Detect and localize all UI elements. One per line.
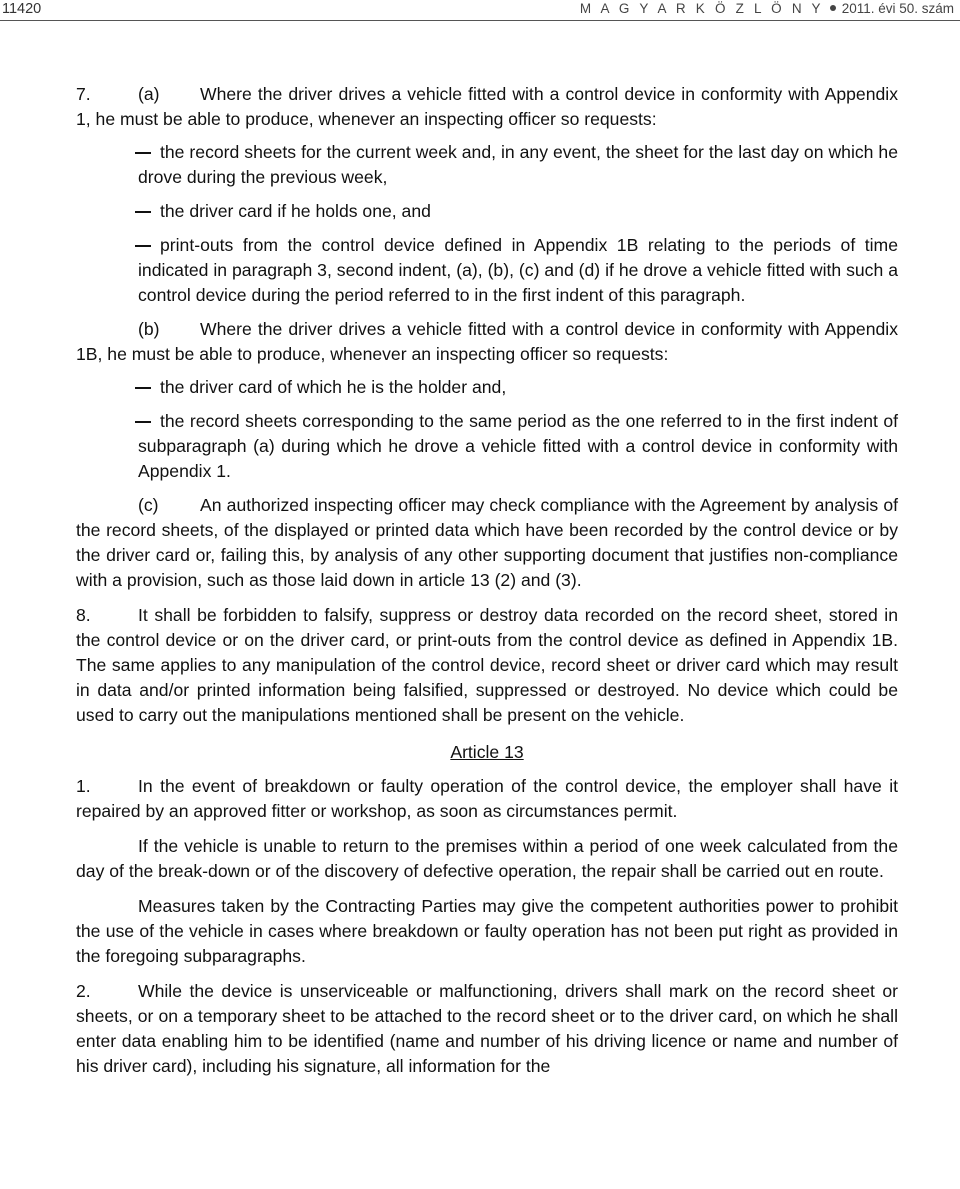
paragraph-7c — [76, 493, 898, 593]
paragraph-number: 8. — [76, 605, 91, 625]
issue-label: 2011. évi 50. szám — [841, 1, 954, 16]
page-header — [0, 0, 960, 20]
paragraph-7a — [76, 82, 898, 132]
paragraph-text: Where the driver drives a vehicle fitted with a control device in conformity with Appendix 1, he must be able to produce, whenever an inspecting officer so requests: — [76, 84, 898, 129]
gazette-header — [580, 0, 954, 18]
paragraph-8 — [76, 603, 898, 728]
document-body — [76, 82, 898, 1089]
article-13-paragraph-1b: If the vehicle is unable to return to the premises within a period of one week calculated from the day of the break-down or of the discovery of defective operation, the repair shall be carried out en route. — [76, 836, 898, 881]
list-item — [138, 375, 898, 400]
list-item — [138, 140, 898, 190]
paragraph-number: 1. — [76, 776, 91, 796]
list-item-text: print-outs from the control device defined in Appendix 1B relating to the periods of time indicated in paragraph 3, second indent, (a), (b), (c) and (d) if he drove a vehicle fitted with such a control device during the period referred to in the first indent of this paragraph. — [138, 235, 898, 305]
paragraph-7b — [76, 317, 898, 367]
paragraph-text: While the device is unserviceable or malfunctioning, drivers shall mark on the record sheet or sheets, or on a temporary sheet to be attached to the record sheet or to the driver card, on which he shall enter data enabling him to be identified (name and number of his driving licence or name and number of his driver card), including his signature, all information for the — [76, 981, 898, 1076]
bullet-separator — [830, 5, 836, 11]
article-13-paragraph-2 — [76, 979, 898, 1079]
list-item-text: the driver card of which he is the holder and, — [160, 377, 507, 397]
paragraph-number: 2. — [76, 981, 91, 1001]
list-item — [138, 233, 898, 308]
article-heading: Article 13 — [450, 742, 524, 762]
list-item-text: the driver card if he holds one, and — [160, 201, 431, 221]
paragraph-text: An authorized inspecting officer may check compliance with the Agreement by analysis of the record sheets, of the displayed or printed data which have been recorded by the control device or by the driver card or, failing this, by analysis of any other supporting document that justifies non-compliance with a provision, such as those laid down in article 13 (2) and (3). — [76, 495, 898, 590]
header-rule — [0, 20, 960, 21]
list-item — [138, 409, 898, 484]
list-item — [138, 199, 898, 224]
article-13-paragraph-1 — [76, 774, 898, 824]
subparagraph-label: (b) — [138, 319, 160, 339]
gazette-title: M A G Y A R K Ö Z L Ö N Y — [579, 1, 824, 16]
subparagraph-label: (a) — [138, 84, 160, 104]
paragraph-text: Where the driver drives a vehicle fitted with a control device in conformity with Appendix 1B, he must be able to produce, whenever an inspecting officer so requests: — [76, 319, 898, 364]
list-item-text: the record sheets for the current week and, in any event, the sheet for the last day on which he drove during the previous week, — [138, 142, 898, 187]
list-item-text: the record sheets corresponding to the same period as the one referred to in the first indent of subparagraph (a) during which he drove a vehicle fitted with a control device in conformity with Appendix 1. — [138, 411, 898, 481]
article-13-paragraph-1c: Measures taken by the Contracting Parties may give the competent authorities power to prohibit the use of the vehicle in cases where breakdown or faulty operation has not been put right as provided in the foregoing subparagraphs. — [76, 896, 898, 966]
paragraph-number: 7. — [76, 84, 91, 104]
page-number: 11420 — [2, 1, 42, 17]
subparagraph-label: (c) — [138, 495, 159, 515]
paragraph-text: In the event of breakdown or faulty operation of the control device, the employer shall have it repaired by an approved fitter or workshop, as soon as circumstances permit. — [76, 776, 898, 821]
paragraph-text: It shall be forbidden to falsify, suppress or destroy data recorded on the record sheet, stored in the control device or on the driver card, or print-outs from the control device as defined in Appendix 1B. The same applies to any manipulation of the control device, record sheet or driver card which may result in data and/or printed information being falsified, suppressed or destroyed. No device which could be used to carry out the manipulations mentioned shall be present on the vehicle. — [76, 605, 898, 725]
